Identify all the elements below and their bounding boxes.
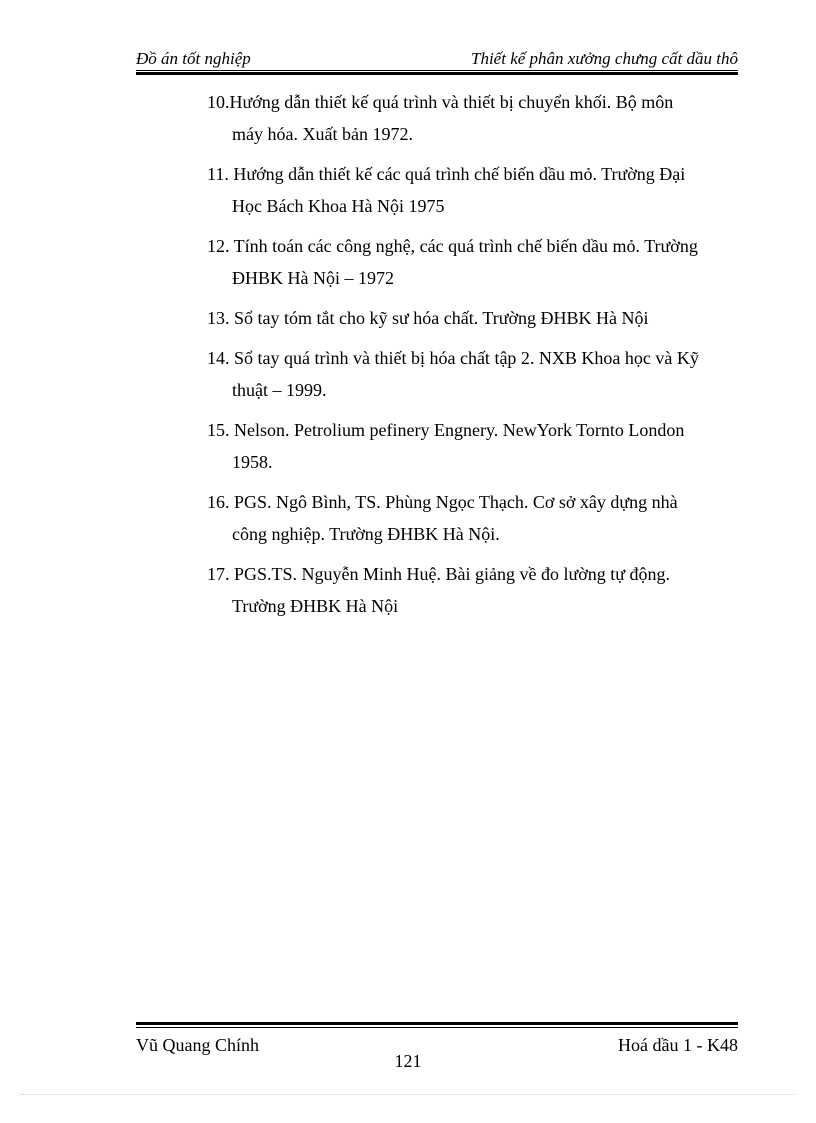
header-right-title: Thiết kế phân xưởng chưng cất dầu thô: [471, 49, 738, 68]
reference-text-continued: Trường ĐHBK Hà Nội: [232, 596, 399, 616]
footer-class: Hoá dầu 1 - K48: [618, 1035, 738, 1055]
footer-rule-thin: [136, 1027, 738, 1028]
reference-text-continued: ĐHBK Hà Nội – 1972: [232, 268, 394, 288]
footer-rules: [136, 1022, 738, 1032]
reference-text-continued: máy hóa. Xuất bản 1972.: [232, 124, 413, 144]
reference-text: 15. Nelson. Petrolium pefinery Engnery. NewYork Tornto London: [207, 420, 685, 440]
reference-text: 11. Hướng dẫn thiết kế các quá trình chế biến dầu mỏ. Trường Đại: [207, 164, 686, 184]
reference-text-continued: 1958.: [232, 452, 273, 472]
header-rule-thin: [136, 70, 738, 71]
reference-text: 17. PGS.TS. Nguyễn Minh Huệ. Bài giảng về đo lường tự động.: [207, 564, 671, 584]
header-left-title: Đồ án tốt nghiệp: [136, 49, 251, 68]
reference-item-13: [207, 302, 742, 334]
footer-author: Vũ Quang Chính: [136, 1035, 259, 1055]
reference-item-15: [207, 414, 742, 478]
reference-text-continued: thuật – 1999.: [232, 380, 327, 400]
reference-item-17: [207, 558, 742, 622]
reference-item-10: [207, 86, 742, 150]
page-number: 121: [394, 1051, 422, 1071]
reference-item-12: [207, 230, 742, 294]
reference-item-14: [207, 342, 742, 406]
reference-text: 13. Sổ tay tóm tắt cho kỹ sư hóa chất. Trường ĐHBK Hà Nội: [207, 308, 649, 328]
reference-text: 14. Sổ tay quá trình và thiết bị hóa chất tập 2. NXB Khoa học và Kỹ: [207, 348, 699, 368]
reference-text-continued: Học Bách Khoa Hà Nội 1975: [232, 196, 445, 216]
reference-text-continued: công nghiệp. Trường ĐHBK Hà Nội.: [232, 524, 500, 544]
reference-text: 12. Tính toán các công nghệ, các quá trình chế biến dầu mỏ. Trường: [207, 236, 698, 256]
reference-text: 10.Hướng dẫn thiết kế quá trình và thiết bị chuyển khối. Bộ môn: [207, 92, 674, 112]
header-rule-thick: [136, 72, 738, 75]
page-header: [136, 48, 738, 72]
reference-text: 16. PGS. Ngô Bình, TS. Phùng Ngọc Thạch. Cơ sở xây dựng nhà: [207, 492, 678, 512]
reference-list: [207, 86, 742, 630]
footer-rule-thick: [136, 1022, 738, 1025]
reference-item-16: [207, 486, 742, 550]
reference-item-11: [207, 158, 742, 222]
page-bottom-divider: [20, 1094, 796, 1095]
